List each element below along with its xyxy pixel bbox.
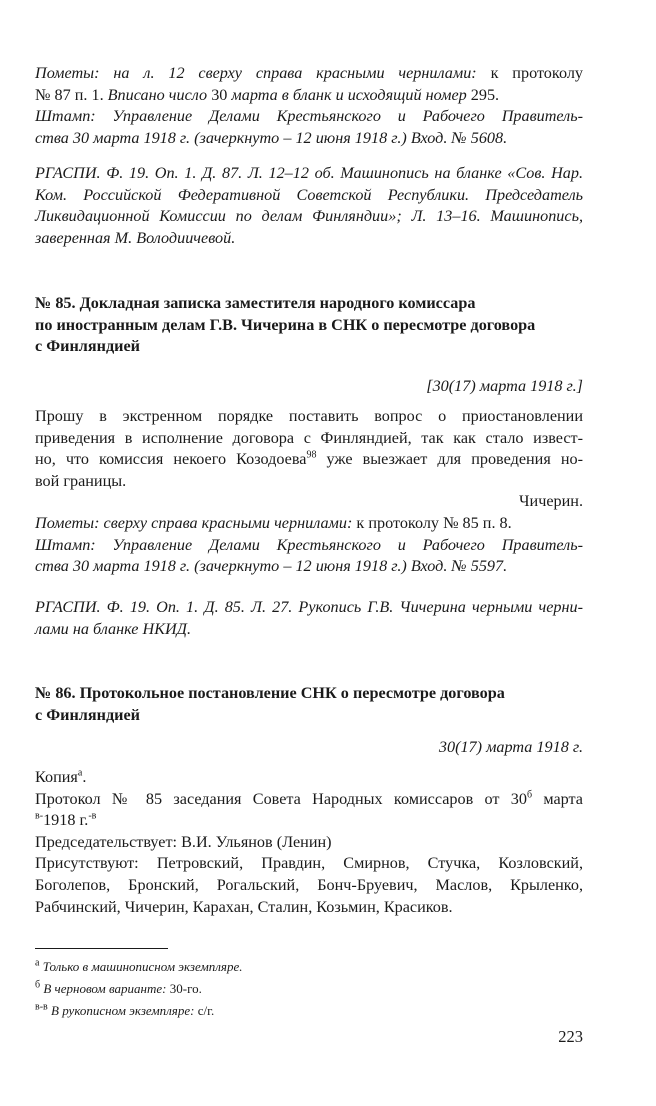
doc-86-protocol-line-1: Протокол № 85 заседания Совета Народных комиссаров от $30^б$ марта [35, 789, 583, 808]
notes-line-1: Пометы: на л. 12 сверху справа красными чернилами: к протоколу [35, 64, 583, 82]
doc-85-body-line-1: Прошу в экстренном порядке поставить вопрос о приостановлении [35, 407, 583, 425]
doc-85-body-line-2: приведения в исполнение договора с Финляндией, так как стало извест- [35, 428, 583, 447]
doc-86-present-line-1: Присутствуют: Петровский, Правдин, Смирнов, Стучка, Козловский, [35, 854, 583, 873]
footnote: $^{в-в}$ В рукописном экземпляре: с/г. [35, 1001, 215, 1018]
doc-86-title-line-1: № 86. Протокольное постановление СНК о пересмотре договора [35, 684, 505, 702]
doc-85-title-line-1: № 85. Докладная записка заместителя народного комиссара [35, 294, 476, 312]
doc-85-stamp-line-2: ства 30 марта 1918 г. (зачеркнуто – 12 июня 1918 г.) Вход. № 5597. [35, 557, 508, 576]
doc-86-chair: Председательствует: В.И. Ульянов (Ленин) [35, 832, 332, 851]
doc-85-stamp-line-1: Штамп: Управление Делами Крестьянского и Рабочего Правитель- [35, 535, 583, 554]
doc-85-body-line-4: вой границы. [35, 471, 127, 490]
archive-2-line-1: РГАСПИ. Ф. 19. Оп. 1. Д. 85. Л. 27. Рукопись Г.В. Чичерина черными черни- [35, 598, 583, 616]
stamp-line-2: ства 30 марта 1918 г. (зачеркнуто – 12 июня 1918 г.) Вход. № 5608. [35, 128, 508, 147]
doc-86-present-line-3: Рабчинский, Чичерин, Карахан, Сталин, Козьмин, Красиков. [35, 897, 453, 916]
doc-86-protocol-line-2: $^{в-}$1918 г.$^{-в}$ [35, 810, 97, 830]
footnote: $^б$ В черновом варианте: 30-го. [35, 979, 202, 996]
archive-reference-2 [35, 597, 583, 640]
footnote: $^а$ Только в машинописном экземпляре. [35, 957, 243, 974]
archive-1-line-3: Ликвидационной Комиссии по делам Финляндии»; Л. 13–16. Машинопись, [35, 207, 583, 226]
footnote-divider [35, 948, 168, 949]
doc-86-body [35, 767, 583, 918]
archive-1-line-4: заверенная М. Володиичевой. [35, 228, 236, 247]
doc-86-title [35, 683, 583, 726]
doc-85-title-line-3: с Финляндией [35, 337, 140, 356]
doc-85-marks [35, 513, 583, 578]
page-number: 223 [558, 1027, 583, 1046]
doc-85-title [35, 293, 583, 358]
doc-85-date: [30(17) марта 1918 г.] [426, 377, 583, 395]
doc-86-date: 30(17) марта 1918 г. [438, 738, 583, 756]
doc-85-marks-line: Пометы: сверху справа красными чернилами: к протоколу № 85 п. 8. [35, 514, 512, 532]
notes-line-2: № 87 п. 1. Вписано число 30 марта в бланк и исходящий номер 295. [35, 85, 500, 104]
stamp-line-1: Штамп: Управление Делами Крестьянского и Рабочего Правитель- [35, 107, 583, 126]
doc-86-copy: Копия$^а$. [35, 767, 87, 786]
archive-1-line-1: РГАСПИ. Ф. 19. Оп. 1. Д. 87. Л. 12–12 об. Машинопись на бланке «Сов. Нар. [35, 164, 583, 182]
previous-doc-notes [35, 63, 583, 149]
archive-2-line-2: лами на бланке НКИД. [35, 619, 191, 638]
footnotes [35, 956, 583, 1022]
archive-reference-1 [35, 163, 583, 249]
doc-85-body [35, 406, 583, 492]
archive-1-line-2: Ком. Российской Федеративной Советской Республики. Председатель [35, 185, 583, 204]
doc-86-present-line-2: Боголепов, Бронский, Рогальский, Бонч-Бруевич, Маслов, Крыленко, [35, 875, 583, 894]
doc-85-title-line-2: по иностранным делам Г.В. Чичерина в СНК о пересмотре договора [35, 315, 536, 334]
doc-85-body-line-3: но, что комиссия некоего Козодоева$^{98}$ уже выезжает для проведения но- [35, 449, 583, 469]
doc-86-title-line-2: с Финляндией [35, 705, 140, 724]
doc-85-signature: Чичерин. [519, 492, 583, 510]
